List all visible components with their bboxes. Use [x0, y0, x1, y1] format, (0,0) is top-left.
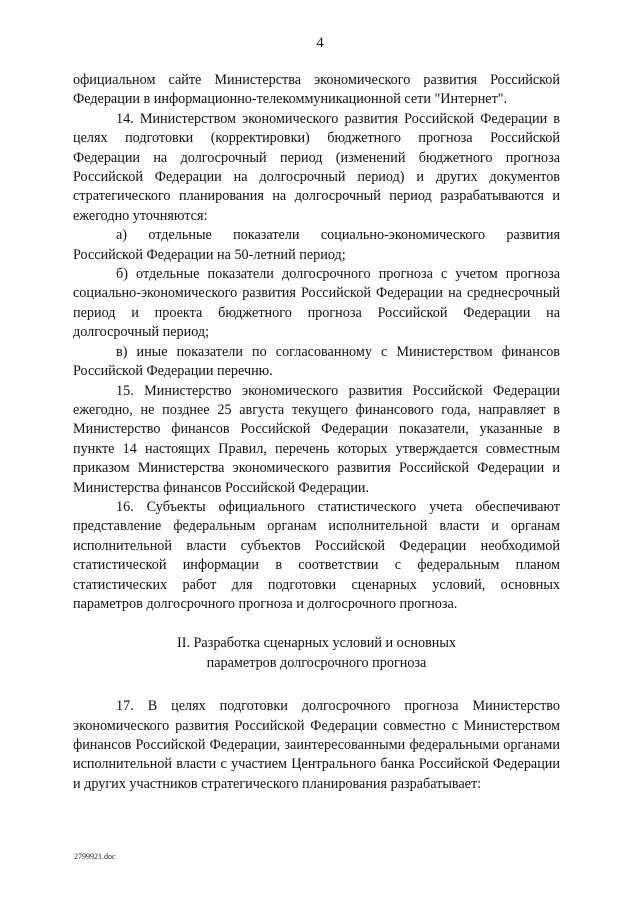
section-heading-line-2: параметров долгосрочного прогноза	[206, 654, 427, 671]
page-number: 4	[316, 35, 324, 51]
paragraph-15: 15. Министерство экономического развития Российской Федерации ежегодно, не позднее 25 августа текущего финансового года, направляет в Министерство финансов Российской Федерации показатели, указанные в пункте 14 настоящих Правил, перечень которых утверждается совместным приказом Министерства экономического развития Российской Федерации и Министерства финансов Российской Федерации.	[73, 382, 560, 496]
paragraph-continuation: официальном сайте Министерства экономического развития Российской Федерации в информационно-телекоммуникационной сети "Интернет".	[73, 72, 560, 108]
paragraph-14-b: б) отдельные показатели долгосрочного прогноза с учетом прогноза социально-экономического развития Российской Федерации на среднесрочный период и проекта бюджетного прогноза Российской Федерации на долгосрочный период;	[73, 266, 560, 341]
document-body	[73, 71, 560, 794]
paragraph-14-a: а) отдельные показатели социально-экономического развития Российской Федерации на 50-летний период;	[73, 227, 560, 263]
paragraph-14-v: в) иные показатели по согласованному с Министерством финансов Российской Федерации перечню.	[73, 343, 560, 380]
section-heading-line-1: II. Разработка сценарных условий и основных	[177, 635, 456, 652]
paragraph-14: 14. Министерством экономического развития Российской Федерации в целях подготовки (корректировки) бюджетного прогноза Российской Федерации на долгосрочный период (изменений бюджетного прогноза Российской Федерации на долгосрочный период) и других документов стратегического планирования на долгосрочный период разрабатываются и ежегодно уточняются:	[73, 110, 560, 224]
section-heading	[73, 634, 560, 673]
paragraph-17: 17. В целях подготовки долгосрочного прогноза Министерство экономического развития Российской Федерации совместно с Министерством финансов Российской Федерации, заинтересованными федеральными органами исполнительной власти с участием Центрального банка Российской Федерации и других участников стратегического планирования разрабатывает:	[73, 698, 560, 792]
document-file-code: 2799921.doc	[74, 852, 116, 861]
paragraph-16: 16. Субъекты официального статистического учета обеспечивают представление федеральным органам исполнительной власти и органам исполнительной власти субъектов Российской Федерации необходимой статистической информации в соответствии с федеральным планом статистических работ для подготовки сценарных условий, основных параметров долгосрочного прогноза и долгосрочного прогноза.	[73, 498, 560, 612]
